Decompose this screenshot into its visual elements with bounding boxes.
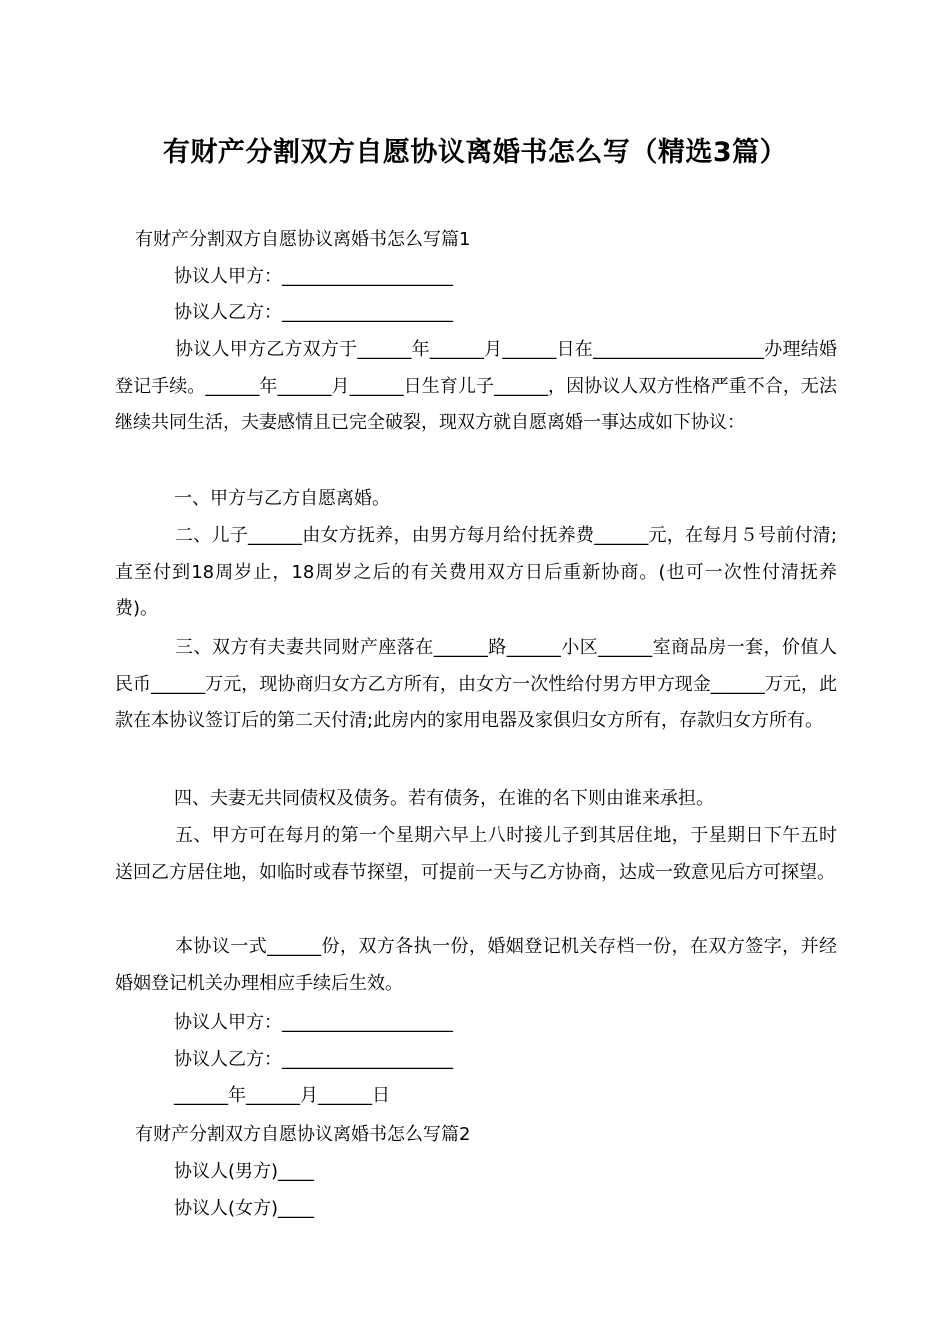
section1-intro-paragraph: 协议人甲方乙方双方于______年______月______日在___________________办理结婚登记手续。______年______月______日生育儿子______，因协议人双方性格严重不合，无法继续共同生活，夫妻感情且已完全破裂，现双方就自愿离婚一事达成如下协议： bbox=[115, 339, 837, 433]
section1-party-a: 协议人甲方：___________________ bbox=[174, 266, 453, 287]
signature-party-b: 协议人乙方：___________________ bbox=[174, 1049, 453, 1070]
clause-2: 二、儿子______由女方抚养，由男方每月给付抚养费______元，在每月５号前付清;直至付到18周岁止，18周岁之后的有关费用双方日后重新协商。(也可一次性付清抚养费)。 bbox=[115, 525, 837, 619]
clause-3: 三、双方有夫妻共同财产座落在______路______小区______室商品房一套，价值人民币______万元，现协商归女方乙方所有，由女方一次性给付男方甲方现金______万元，此款在本协议签订后的第二天付清;此房内的家用电器及家俱归女方所有，存款归女方所有。 bbox=[115, 637, 837, 731]
section2-heading: 有财产分割双方自愿协议离婚书怎么写篇2 bbox=[135, 1124, 471, 1145]
section1-heading: 有财产分割双方自愿协议离婚书怎么写篇1 bbox=[135, 229, 471, 250]
section2-party-male: 协议人(男方)____ bbox=[174, 1161, 315, 1182]
signature-party-a: 协议人甲方：___________________ bbox=[174, 1012, 453, 1033]
document-title: 有财产分割双方自愿协议离婚书怎么写（精选3篇） bbox=[162, 137, 788, 168]
clause-5: 五、甲方可在每月的第一个星期六早上八时接儿子到其居住地，于星期日下午五时送回乙方居住地，如临时或春节探望，可提前一天与乙方协商，达成一致意见后方可探望。 bbox=[115, 825, 837, 883]
section1-party-b: 协议人乙方：___________________ bbox=[174, 302, 453, 323]
clause-1: 一、甲方与乙方自愿离婚。 bbox=[174, 488, 390, 509]
signature-date: ______年______月______日 bbox=[174, 1085, 390, 1106]
effect-paragraph: 本协议一式______份，双方各执一份，婚姻登记机关存档一份，在双方签字，并经婚姻登记机关办理相应手续后生效。 bbox=[115, 936, 837, 994]
section2-party-female: 协议人(女方)____ bbox=[174, 1198, 315, 1219]
clause-4: 四、夫妻无共同债权及债务。若有债务，在谁的名下则由谁来承担。 bbox=[174, 788, 714, 809]
